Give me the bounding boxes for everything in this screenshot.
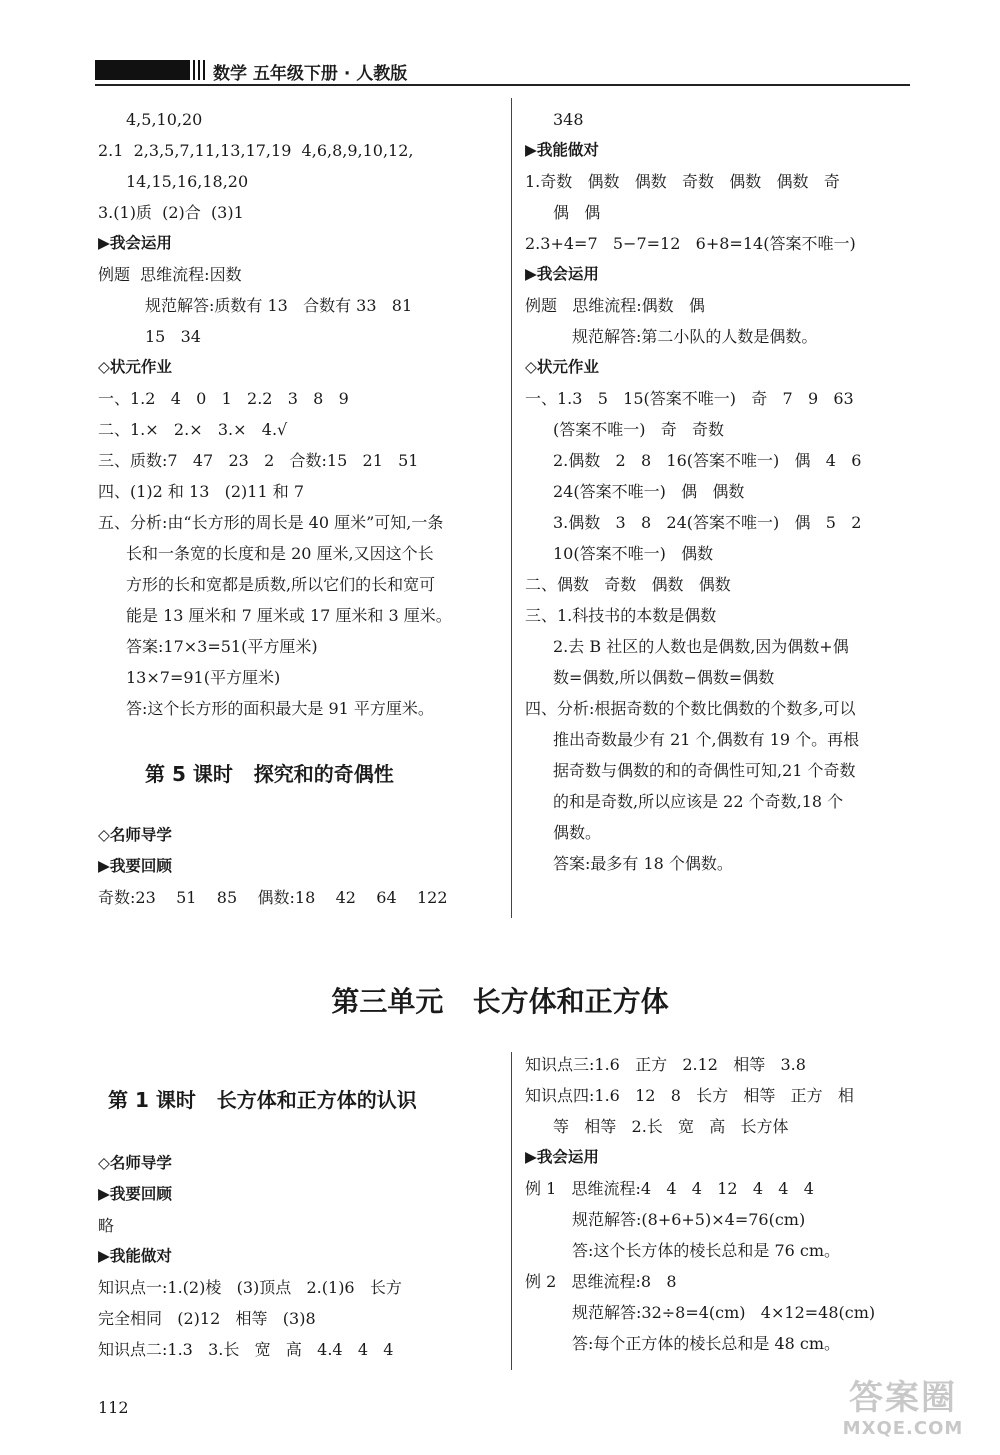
section-heading: ▶我会运用	[525, 1148, 599, 1166]
answer-line: 能是 13 厘米和 7 厘米或 17 厘米和 3 厘米。	[126, 606, 452, 625]
answer-line: 例题 思维流程:偶数 偶	[525, 296, 705, 315]
lesson-1-title: 第 1 课时 长方体和正方体的认识	[108, 1088, 417, 1112]
header-rule	[95, 84, 910, 86]
answer-line: 3.(1)质 (2)合 (3)1	[98, 203, 244, 222]
answer-line: 三、质数:7 47 23 2 合数:15 21 51	[98, 451, 419, 470]
answer-line: 奇数:23 51 85 偶数:18 42 64 122	[98, 888, 448, 907]
section-heading: ▶我要回顾	[98, 1185, 172, 1203]
lesson-5-title: 第 5 课时 探究和的奇偶性	[145, 762, 394, 786]
answer-line: 15 34	[145, 327, 201, 346]
answer-line: 知识点二:1.3 3.长 宽 高 4.4 4 4	[98, 1340, 394, 1359]
answer-line: 答:这个长方形的面积最大是 91 平方厘米。	[126, 699, 434, 718]
answer-line: 答案:17×3=51(平方厘米)	[126, 637, 318, 656]
answer-line: 方形的长和宽都是质数,所以它们的长和宽可	[126, 575, 436, 594]
answer-line: 四、分析:根据奇数的个数比偶数的个数多,可以	[525, 699, 856, 718]
answer-line: 知识点四:1.6 12 8 长方 相等 正方 相	[525, 1086, 854, 1105]
answer-line: 完全相同 (2)12 相等 (3)8	[98, 1309, 316, 1328]
answer-line: 答:每个正方体的棱长总和是 48 cm。	[572, 1334, 841, 1353]
answer-line: 例 2 思维流程:8 8	[525, 1272, 677, 1291]
watermark-url: MXQE.COM	[842, 1418, 964, 1439]
header-black-bar	[95, 60, 190, 80]
answer-line: 偶数。	[553, 823, 602, 842]
answer-line: (答案不唯一) 奇 奇数	[553, 420, 725, 439]
answer-line: 13×7=91(平方厘米)	[126, 668, 281, 687]
top-right-column	[525, 104, 915, 879]
answer-line: 据奇数与偶数的和的奇偶性可知,21 个奇数	[553, 761, 856, 780]
header-title: 数学 五年级下册 · 人教版	[213, 64, 408, 84]
answer-line: 10(答案不唯一) 偶数	[553, 544, 714, 563]
page-number: 112	[98, 1398, 129, 1417]
answer-line: 一、1.3 5 15(答案不唯一) 奇 7 9 63	[525, 389, 854, 408]
page-header	[95, 58, 910, 84]
unit-title: 第三单元 长方体和正方体	[331, 985, 669, 1018]
answer-line: 1.奇数 偶数 偶数 奇数 偶数 偶数 奇	[525, 172, 840, 191]
answer-line: 二、偶数 奇数 偶数 偶数	[525, 575, 731, 594]
answer-line: 等 相等 2.长 宽 高 长方体	[553, 1117, 789, 1136]
watermark-logo	[818, 1378, 988, 1446]
answer-line: 答案:最多有 18 个偶数。	[553, 854, 733, 873]
answer-line: 五、分析:由“长方形的周长是 40 厘米”可知,一条	[98, 513, 444, 532]
answer-line: 4,5,10,20	[126, 110, 203, 129]
answer-line: 348	[553, 110, 584, 129]
section-heading: ▶我要回顾	[98, 857, 172, 875]
answer-line: 知识点一:1.(2)棱 (3)顶点 2.(1)6 长方	[98, 1278, 402, 1297]
answer-line: 偶 偶	[553, 203, 601, 222]
section-heading: ▶我能做对	[525, 141, 599, 159]
bottom-left-column	[98, 1148, 498, 1365]
lesson-5-column	[98, 820, 498, 913]
top-left-column	[98, 104, 498, 724]
section-heading: ▶我会运用	[98, 234, 172, 252]
section-heading: ◇名师导学	[98, 1154, 172, 1172]
answer-line: 推出奇数最少有 21 个,偶数有 19 个。再根	[553, 730, 860, 749]
bottom-right-column	[525, 1049, 915, 1359]
section-heading: ◇名师导学	[98, 826, 172, 844]
answer-line: 3.偶数 3 8 24(答案不唯一) 偶 5 2	[553, 513, 862, 532]
watermark-text: 答案圈	[849, 1378, 957, 1418]
answer-line: 略	[98, 1216, 115, 1235]
answer-line: 2.去 B 社区的人数也是偶数,因为偶数+偶	[553, 637, 849, 656]
answer-line: 2.1 2,3,5,7,11,13,17,19 4,6,8,9,10,12,	[98, 141, 414, 160]
section-heading: ◇状元作业	[525, 358, 599, 376]
answer-line: 长和一条宽的长度和是 20 厘米,又因这个长	[126, 544, 434, 563]
column-divider	[511, 98, 512, 918]
answer-line: 的和是奇数,所以应该是 22 个奇数,18 个	[553, 792, 844, 811]
section-heading: ◇状元作业	[98, 358, 172, 376]
answer-line: 例 1 思维流程:4 4 4 12 4 4 4	[525, 1179, 814, 1198]
answer-line: 24(答案不唯一) 偶 偶数	[553, 482, 745, 501]
answer-line: 三、1.科技书的本数是偶数	[525, 606, 717, 625]
answer-line: 数=偶数,所以偶数−偶数=偶数	[553, 668, 775, 687]
answer-line: 2.偶数 2 8 16(答案不唯一) 偶 4 6	[553, 451, 862, 470]
section-heading: ▶我会运用	[525, 265, 599, 283]
section-heading: ▶我能做对	[98, 1247, 172, 1265]
answer-line: 14,15,16,18,20	[126, 172, 249, 191]
answer-line: 2.3+4=7 5−7=12 6+8=14(答案不唯一)	[525, 234, 856, 253]
answer-line: 知识点三:1.6 正方 2.12 相等 3.8	[525, 1055, 806, 1074]
answer-line: 规范解答:32÷8=4(cm) 4×12=48(cm)	[572, 1303, 876, 1322]
answer-line: 例题 思维流程:因数	[98, 265, 242, 284]
answer-line: 四、(1)2 和 13 (2)11 和 7	[98, 482, 305, 501]
answer-line: 二、1.× 2.× 3.× 4.√	[98, 420, 288, 439]
answer-line: 规范解答:(8+6+5)×4=76(cm)	[572, 1210, 806, 1229]
answer-line: 规范解答:质数有 13 合数有 33 81	[145, 296, 413, 315]
column-divider	[511, 1052, 512, 1370]
answer-line: 一、1.2 4 0 1 2.2 3 8 9	[98, 389, 349, 408]
answer-line: 答:这个长方体的棱长总和是 76 cm。	[572, 1241, 841, 1260]
header-ticks	[193, 60, 205, 80]
answer-line: 规范解答:第二小队的人数是偶数。	[572, 327, 818, 346]
